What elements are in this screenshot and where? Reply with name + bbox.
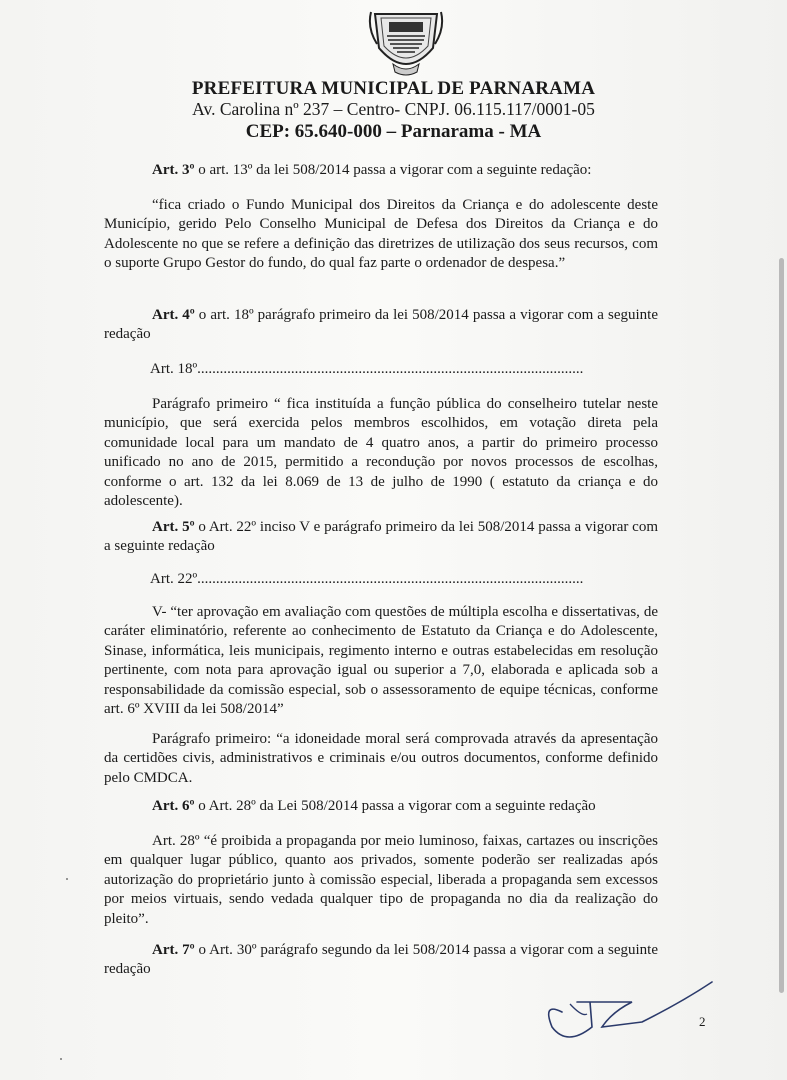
art4-label: Art. 4º: [152, 307, 195, 323]
art3-quote: “fica criado o Fundo Municipal dos Direitos da Criança e do adolescente deste Município, gerido Pelo Conselho Municipal de Defesa dos Direitos da Criança e do Adolescente no que se refere a definição das diretrizes de utilização dos seus recursos, com o suporte Grupo Gestor do fundo, do qual faz parte o ordenador de despesa.”: [104, 197, 658, 272]
art6-intro: [104, 797, 658, 816]
art6-label: Art. 6º: [152, 798, 195, 814]
art4-reference: Art. 18º.......................................................................................................: [150, 361, 584, 377]
art5-reference: Art. 22º.......................................................................................................: [150, 571, 584, 587]
art5-inciso: V- “ter aprovação em avaliação com questões de múltipla escolha e dissertativas, de caráter eliminatório, referente ao conhecimento de Estatuto da Criança e do Adolescente, Sinase, informática, leis municipais, regimento interno e outras estabelecidas em resolução pertinente, com nota para aprovação igual ou superior a 7,0, elaborada e aplicada sob a responsabilidade da comissão especial, sob o assessoramento de equipe técnicas, conforme art. 6º XVIII da lei 508/2014”: [104, 604, 658, 718]
art6-intro-text: o Art. 28º da Lei 508/2014 passa a vigorar com a seguinte redação: [194, 798, 596, 814]
art3-intro: [104, 161, 658, 180]
art4-text: Parágrafo primeiro “ fica instituída a função pública do conselheiro tutelar neste município, que será exercida pelos membros escolhidos, em votação direta pela comunidade local para um mandato de 4 quatro anos, a partir do primeiro processo unificado no ano de 2015, permitido a recondução por novos processos de escolhas, conforme o art. 132 da lei 8.069 de 13 de julho de 1990 ( estatuto da criança e do adolescente).: [104, 396, 658, 510]
header-cep: CEP: 65.640-000 – Parnarama - MA: [245, 121, 542, 142]
header-title: PREFEITURA MUNICIPAL DE PARNARAMA: [191, 78, 596, 99]
municipal-crest-logo: [367, 8, 445, 82]
scan-speck: [60, 1058, 62, 1060]
art3-label: Art. 3º: [152, 162, 195, 178]
art4-intro: [104, 306, 658, 345]
handwritten-signature: [532, 972, 722, 1047]
art5-intro-text: o Art. 22º inciso V e parágrafo primeiro da lei 508/2014 passa a vigorar com a seguinte redação: [104, 519, 658, 555]
art3-intro-text: o art. 13º da lei 508/2014 passa a vigorar com a seguinte redação:: [194, 162, 592, 178]
scan-speck: [66, 878, 68, 880]
art5-label: Art. 5º: [152, 519, 195, 535]
art5-paragraph: Parágrafo primeiro: “a idoneidade moral será comprovada através da apresentação da certidões civis, administrativos e criminais e/ou outros documentos, conforme definido pelo CMDCA.: [104, 731, 658, 786]
art6-text: Art. 28º “é proibida a propaganda por meio luminoso, faixas, cartazes ou inscrições em qualquer lugar público, quanto aos privados, somente poderão ser realizadas após autorização do proprietário junto à comissão especial, liberada a propaganda sem excessos por meios virtuais, sendo vedada qualquer tipo de propaganda no dia da realização do pleito”.: [104, 833, 658, 927]
art5-intro: [104, 518, 658, 557]
page-number: 2: [699, 1014, 706, 1029]
art7-label: Art. 7º: [152, 942, 195, 958]
header-address: Av. Carolina nº 237 – Centro- CNPJ. 06.115.117/0001-05: [192, 99, 595, 119]
scrollbar-thumb[interactable]: [779, 258, 784, 993]
art7-intro-text: o Art. 30º parágrafo segundo da lei 508/2014 passa a vigorar com a seguinte redação: [104, 942, 658, 978]
art4-intro-text: o art. 18º parágrafo primeiro da lei 508/2014 passa a vigorar com a seguinte redação: [104, 307, 659, 343]
